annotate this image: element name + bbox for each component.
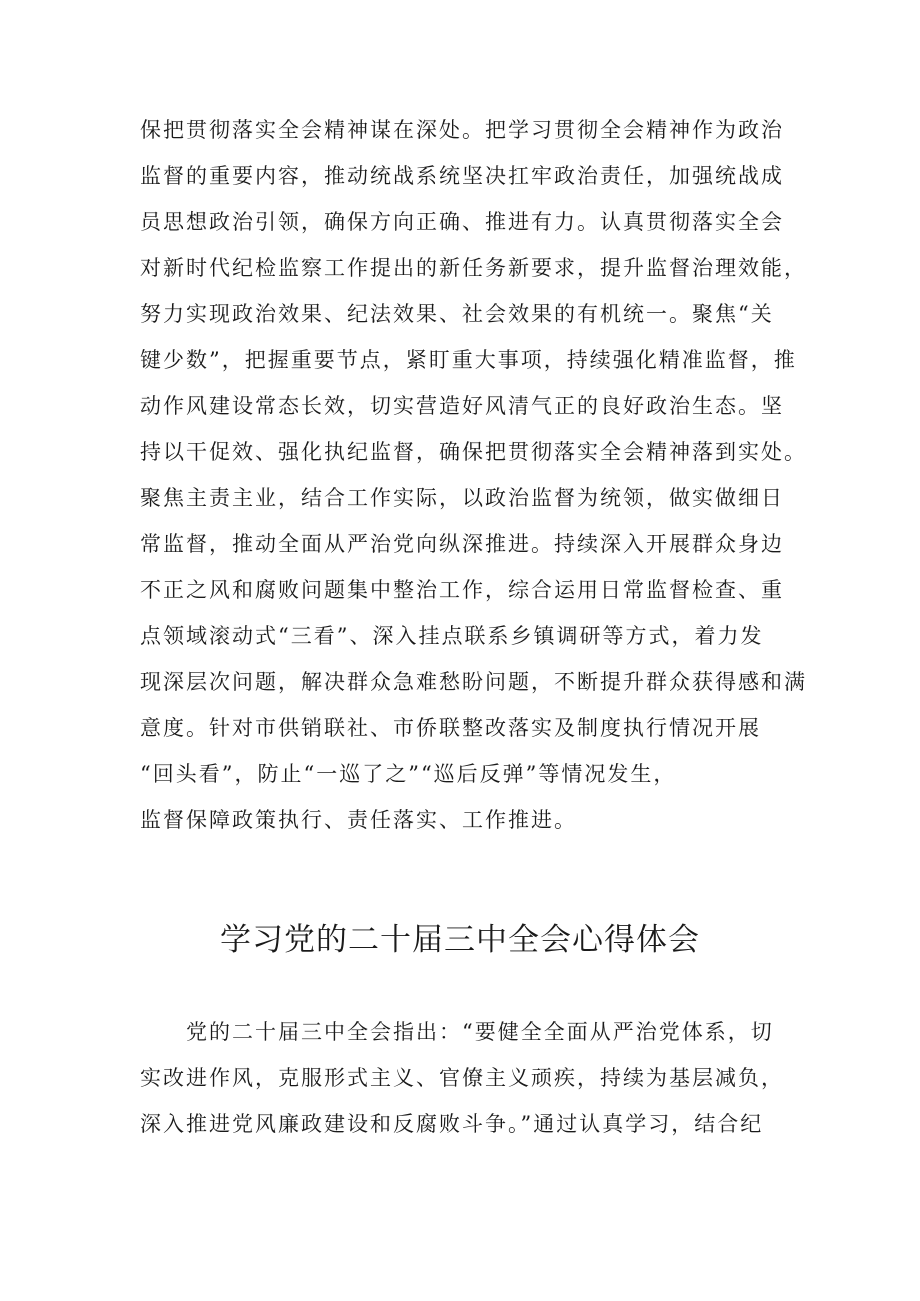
text-line: 保把贯彻落实全会精神谋在深处。把学习贯彻全会精神作为政治 [140, 118, 784, 142]
text-line: 实改进作风，克服形式主义、官僚主义顽疾，持续为基层减负， [140, 1066, 784, 1090]
text-line: 监督保障政策执行、责任落实、工作推进。 [140, 808, 577, 832]
text-line: 持以干促效、强化执纪监督，确保把贯彻落实全会精神落到实处。 [140, 440, 807, 464]
text-line: 努力实现政治效果、纪法效果、社会效果的有机统一。聚焦“关 [140, 302, 774, 326]
text-line: 聚焦主责主业，结合工作实际，以政治监督为统领，做实做细日 [140, 486, 784, 510]
text-line: 现深层次问题，解决群众急难愁盼问题，不断提升群众获得感和满 [140, 670, 807, 694]
text-line: “回头看”，防止“一巡了之”“巡后反弹”等情况发生， [140, 762, 677, 786]
text-line: 监督的重要内容，推动统战系统坚决扛牢政治责任，加强统战成 [140, 164, 784, 188]
text-line: 常监督，推动全面从严治党向纵深推进。持续深入开展群众身边 [140, 532, 784, 556]
text-line: 对新时代纪检监察工作提出的新任务新要求，提升监督治理效能， [140, 256, 807, 280]
text-line: 键少数”，把握重要节点，紧盯重大事项，持续强化精准监督，推 [140, 348, 797, 372]
text-line: 动作风建设常态长效，切实营造好风清气正的良好政治生态。坚 [140, 394, 784, 418]
text-line: 点领域滚动式“三看”、深入挂点联系乡镇调研等方式，着力发 [140, 624, 764, 648]
text-line: 不正之风和腐败问题集中整治工作，综合运用日常监督检查、重 [140, 578, 784, 602]
text-line: 党的二十届三中全会指出：“要健全全面从严治党体系，切 [186, 1020, 774, 1044]
text-line: 员思想政治引领，确保方向正确、推进有力。认真贯彻落实全会 [140, 210, 784, 234]
text-line: 深入推进党风廉政建设和反腐败斗争。”通过认真学习，结合纪 [140, 1112, 764, 1136]
body-paragraph [140, 107, 807, 843]
second-paragraph [140, 1009, 800, 1147]
text-line: 意度。针对市供销联社、市侨联整改落实及制度执行情况开展 [140, 716, 761, 740]
section-title: 学习党的二十届三中全会心得体会 [220, 922, 700, 958]
